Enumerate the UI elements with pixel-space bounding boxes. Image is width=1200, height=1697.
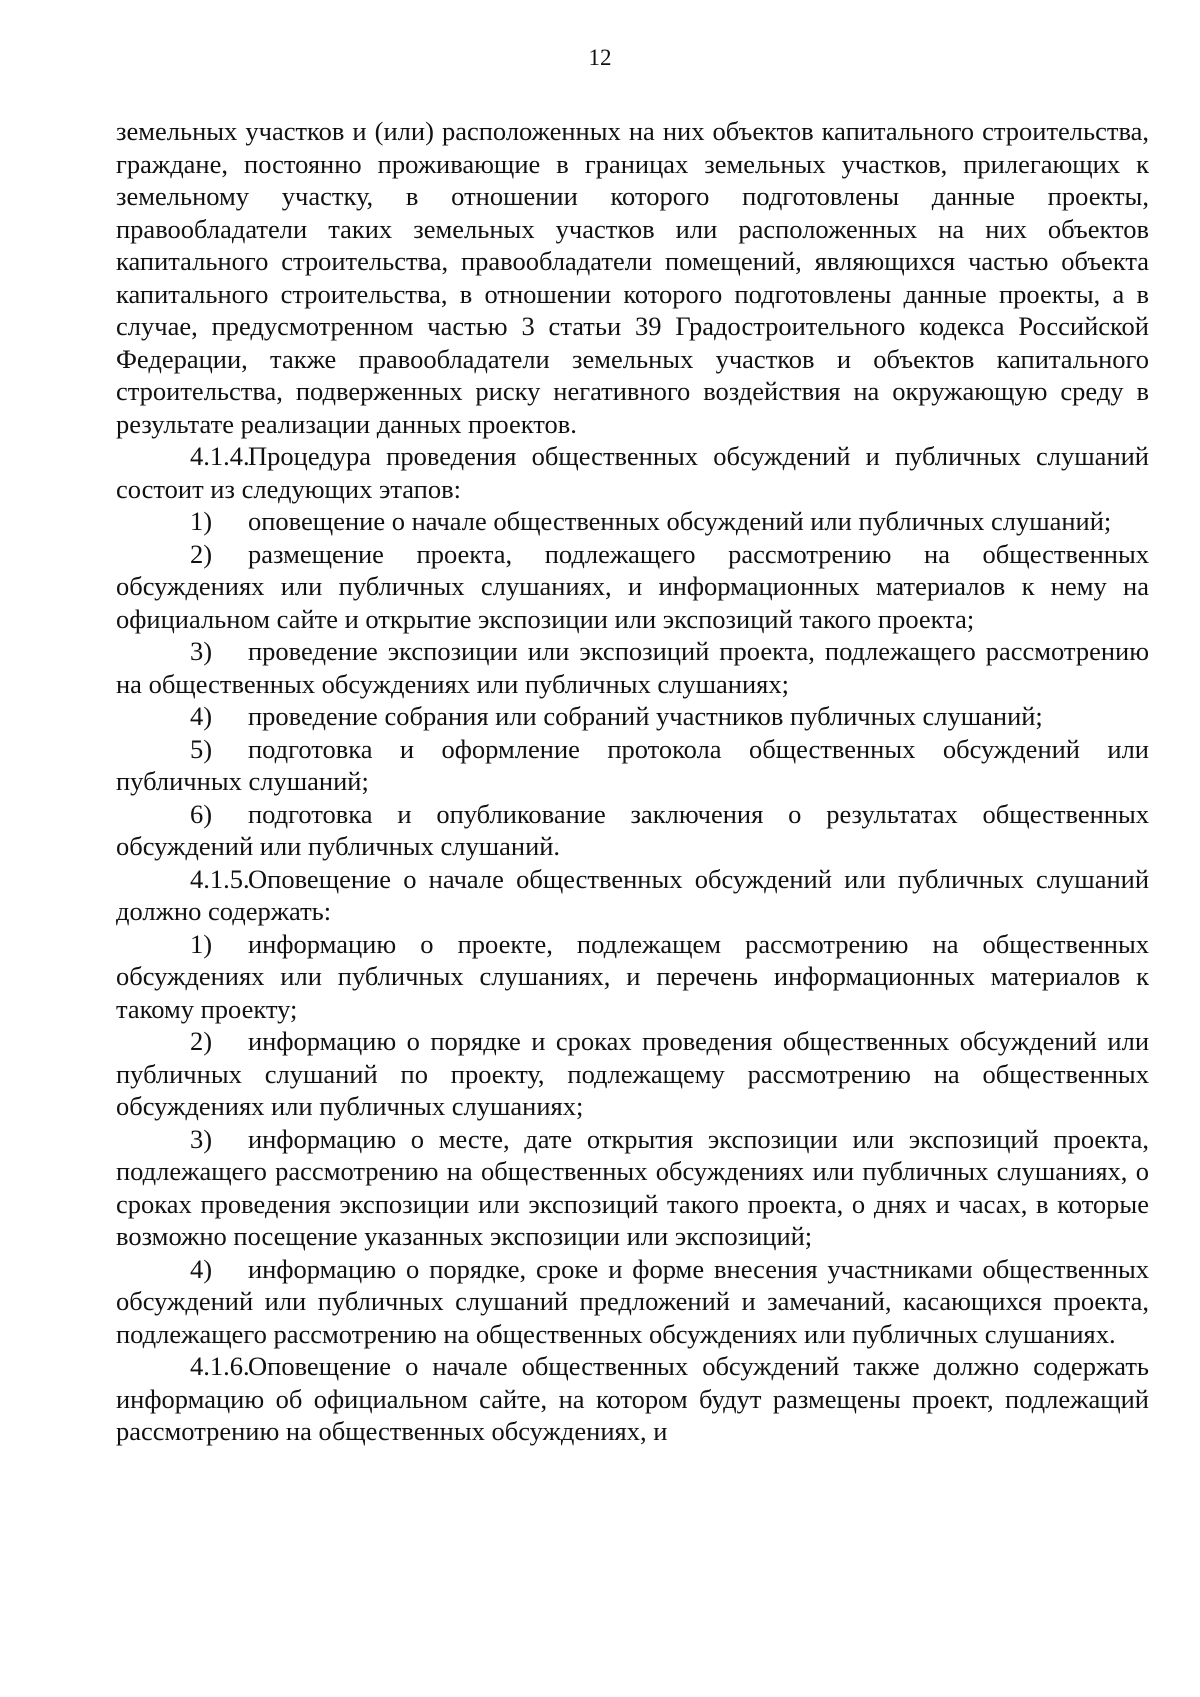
list-item-number: 6) [190, 798, 213, 829]
list-item [116, 798, 1149, 863]
list-item-text: информацию о порядке и сроках проведения общественных обсуждений или публичных слушаний по проекту, подлежащему рассмотрению на общественных обсуждениях или публичных слушаниях; [116, 1026, 1149, 1121]
list-item-text: информацию о месте, дате открытия экспозиции или экспозиций проекта, подлежащего рассмотрению на общественных обсуждениях или публичных слушаниях, о сроках проведения экспозиции или экспозиций такого проекта, о днях и часах, в которые возможно посещение указанных экспозиции или экспозиций; [116, 1123, 1149, 1251]
list-item-text: подготовка и опубликование заключения о результатах общественных обсуждений или публичных слушаний. [116, 798, 1149, 861]
list-item [116, 505, 1149, 538]
list-item-number: 5) [190, 733, 213, 764]
list-item-number: 3) [190, 1123, 213, 1154]
list-item-number: 4) [190, 701, 213, 731]
paragraph-continuation [116, 115, 1149, 440]
clause-text: Процедура проведения общественных обсуждений и публичных слушаний состоит из следующих этапов: [116, 441, 1149, 504]
list-item [116, 1123, 1149, 1253]
list-item-text: информацию о порядке, сроке и форме внесения участниками общественных обсуждений или публичных слушаний предложений и замечаний, касающихся проекта, подлежащего рассмотрению на общественных обсуждениях или публичных слушаниях. [116, 1253, 1149, 1349]
list-item-text: информацию о проекте, подлежащем рассмотрению на общественных обсуждениях или публичных слушаниях, и перечень информационных материалов к такому проекту; [116, 928, 1149, 1024]
list-item [116, 928, 1149, 1026]
list-item-number: 2) [190, 538, 213, 569]
clause-number: 4.1.6. [190, 1351, 250, 1381]
list-item-text: подготовка и оформление протокола общественных обсуждений или публичных слушаний; [116, 733, 1149, 796]
clause-4-1-5 [116, 863, 1149, 928]
list-item-number: 4) [190, 1253, 213, 1284]
clause-text: Оповещение о начале общественных обсуждений также должно содержать информацию об официальном сайте, на котором будут размещены проект, подлежащий рассмотрению на общественных обсуждениях, и [116, 1351, 1149, 1446]
paragraph-text: земельных участков и (или) расположенных на них объектов капитального строительства, граждане, постоянно проживающие в границах земельных участков, прилегающих к земельному участку, в отношении которого подготовлены данные проекты, правообладатели таких земельных участков или расположенных на них объектов капитального строительства, правообладатели помещений, являющихся частью объекта капитального строительства, в отношении которого подготовлены данные проекты, а в случае, предусмотренном частью 3 статьи 39 Градостроительного кодекса Российской Федерации, также правообладатели земельных участков и объектов капитального строительства, подверженных риску негативного воздействия на окружающую среду в результате реализации данных проектов. [116, 116, 1149, 439]
list-item-text: проведение собрания или собраний участников публичных слушаний; [248, 701, 1043, 731]
document-body [116, 115, 1149, 1448]
list-item-text: проведение экспозиции или экспозиций проекта, подлежащего рассмотрению на общественных обсуждениях или публичных слушаниях; [116, 636, 1149, 699]
list-item [116, 1253, 1149, 1351]
list-item-text: оповещение о начале общественных обсуждений или публичных слушаний; [248, 506, 1112, 536]
page-number: 12 [588, 45, 612, 70]
list-item [116, 1025, 1149, 1123]
list-item-number: 3) [190, 636, 213, 666]
list-item [116, 700, 1149, 733]
clause-text: Оповещение о начале общественных обсуждений или публичных слушаний должно содержать: [116, 863, 1149, 926]
list-item-number: 1) [190, 506, 213, 536]
clause-4-1-4 [116, 440, 1149, 505]
list-item-number: 2) [190, 1026, 213, 1056]
list-item [116, 635, 1149, 700]
list-item [116, 733, 1149, 798]
list-item-number: 1) [190, 928, 213, 959]
list-item [116, 538, 1149, 636]
clause-number: 4.1.4. [190, 441, 250, 471]
list-item-text: размещение проекта, подлежащего рассмотрению на общественных обсуждениях или публичных слушаниях, и информационных материалов к нему на официальном сайте и открытие экспозиции или экспозиций такого проекта; [116, 538, 1149, 634]
clause-4-1-6 [116, 1350, 1149, 1448]
clause-number: 4.1.5. [190, 863, 250, 894]
